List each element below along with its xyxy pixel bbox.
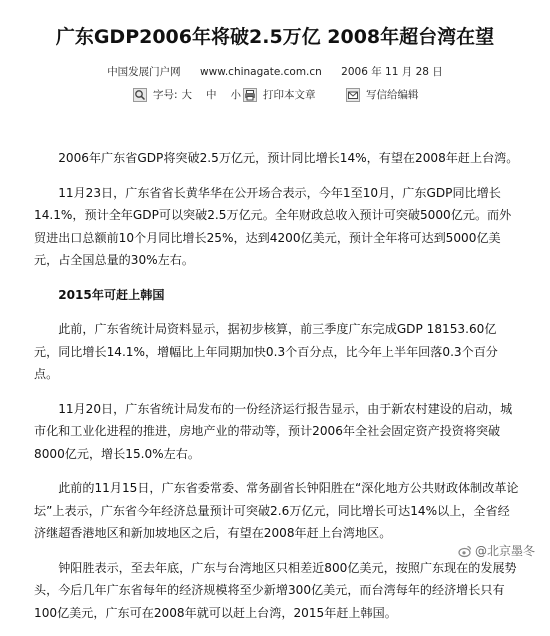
font-size-label: 字号: — [153, 89, 178, 101]
print-article-label: 打印本文章 — [263, 89, 316, 101]
weibo-icon — [458, 544, 472, 558]
article-title: 广东GDP2006年将破2.5万亿 2008年超台湾在望 — [55, 26, 495, 48]
printer-icon — [243, 88, 257, 102]
article-date: 2006 年 11 月 28 日 — [341, 66, 443, 78]
print-article-button[interactable] — [243, 87, 316, 102]
font-size-large[interactable]: 大 — [181, 89, 193, 101]
article-paragraph: 此前，广东省统计局资料显示，据初步核算，前三季度广东完成GDP 18153.60亿元，同比增长14.1%，增幅比上年同期加快0.3个百分点，比今年上半年回落0.3个百分点。 — [34, 322, 498, 381]
font-size-medium[interactable]: 中 — [206, 89, 217, 101]
watermark — [451, 540, 542, 561]
mail-icon — [346, 88, 360, 102]
section-heading: 2015年可赶上韩国 — [58, 287, 165, 302]
email-editor-button[interactable] — [346, 87, 419, 102]
article-body — [34, 147, 520, 636]
article-site: www.chinagate.com.cn — [200, 66, 322, 78]
article-paragraph: 钟阳胜表示，至去年底，广东与台湾地区只相差近800亿美元，按照广东现在的发展势头，今后几年广东省每年的经济规模将至少新增300亿美元，而台湾每年的经济增长只有100亿美元，广东可在2008年就可以赶上台湾，2015年赶上韩国。 — [34, 560, 517, 620]
article-paragraph: 11月23日，广东省省长黄华华在公开场合表示，今年1至10月，广东GDP同比增长14.1%，预计全年GDP可以突破2.5万亿元。全年财政总收入预计可突破5000亿元。而外贸进出口总额前10个月同比增长25%，达到4200亿美元，预计全年将可达到5000亿美元，占全国总量的30%左右。 — [34, 185, 512, 267]
article-source: 中国发展门户网 — [107, 66, 181, 78]
article-paragraph: 11月20日，广东省统计局发布的一份经济运行报告显示，由于新农村建设的启动，城市化和工业化进程的推进，房地产业的带动等，预计2006年全社会固定资产投资将突破8000亿元，增长15.0%左右。 — [34, 401, 513, 461]
article-paragraph: 2006年广东省GDP将突破2.5万亿元，预计同比增长14%，有望在2008年赶上台湾。 — [58, 151, 519, 165]
watermark-text: @北京墨冬 — [474, 544, 535, 558]
article-meta — [0, 64, 550, 79]
article-paragraph: 此前的11月15日，广东省委常委、常务副省长钟阳胜在“深化地方公共财政体制改革论坛”上表示，广东省今年经济总量预计可突破2.6万亿元，同比增长可达14%以上，全省经济继超香港地区和新加坡地区之后，有望在2008年赶上台湾地区。 — [34, 481, 519, 540]
email-editor-label: 写信给编辑 — [366, 89, 419, 101]
font-size-control — [133, 87, 241, 102]
font-size-small[interactable]: 小 — [230, 89, 242, 101]
magnifier-icon — [133, 88, 147, 102]
